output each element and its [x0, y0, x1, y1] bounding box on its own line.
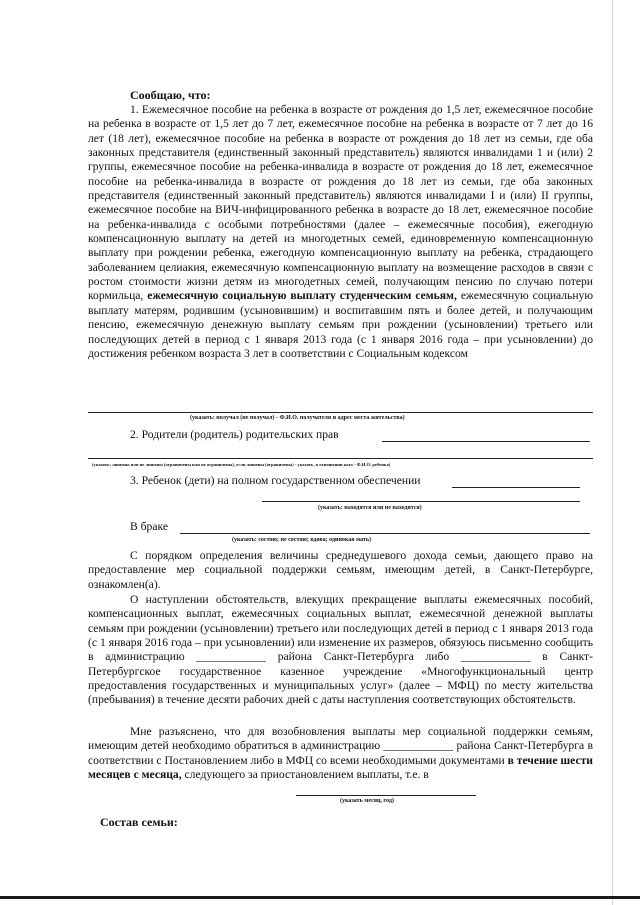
family-heading: Состав семьи: — [100, 815, 178, 829]
item-1-text-bold: ежемесячную социальную выплату студенческим семьям, — [147, 289, 457, 303]
item-1-answer-line — [88, 412, 593, 413]
income-paragraph: С порядком определения величины среднедушевого дохода семьи, дающего право на предоставление мер социальной поддержки семьям, имеющим детей, в Санкт-Петербурге, ознакомлен(а). — [88, 549, 593, 591]
item-3-label: 3. Ребенок (дети) на полном государственном обеспечении — [130, 474, 421, 487]
marriage-hint: (указать: состою; не состою; вдова; одинокая мать) — [232, 537, 372, 543]
item-3-answer-line — [452, 487, 580, 488]
marriage-answer-line — [180, 533, 590, 534]
item-3-second-line — [262, 501, 580, 502]
restore-paragraph — [88, 725, 593, 782]
item-3-hint: (указать: находятся или не находятся) — [318, 505, 422, 511]
section-heading: Сообщаю, что: — [130, 88, 211, 102]
restore-date-line — [296, 795, 476, 796]
restore-text-bold: в течение шести месяцев с месяца, — [88, 753, 593, 782]
item-1-hint: (указать: получал (не получал) - Ф.И.О. получателя и адрес места жительства) — [190, 415, 405, 421]
item-1-text-b: ежемесячную социальную выплату матерям, родившим (усыновившим) и воспитавшим пять и более детей, и получающим пенсию, ежемесячную денежную выплату семьям при рождении (усыновлении) третьего или последующих детей в период с 1 января 2013 года (с 1 января 2016 года – при усыновлении) до достижения ребенком возраста 3 лет в соответствии с Социальным кодексом — [88, 289, 594, 360]
item-2-hint: (указать: лишены или не лишены (ограничены или не ограничены), если лишены (ограничены) - указать, в отношении кого - Ф.И.О. ребенка) — [92, 462, 391, 467]
item-2-label: 2. Родители (родитель) родительских прав — [130, 428, 339, 441]
restore-text-a: Мне разъяснено, что для возобновления выплаты мер социальной поддержки семьям, имеющим детей необходимо обратиться в администрацию ____________ района Санкт-Петербурга в соответствии с Постановлением либо в МФЦ со всеми необходимыми документами — [88, 725, 593, 767]
obligation-paragraph: О наступлении обстоятельств, влекущих прекращение выплаты ежемесячных пособий, компенсационных выплат, ежемесячных социальных выплат, ежемесячной денежной выплаты семьям при рождении (усыновлении) третьего или последующих детей в период с 1 января 2013 года (с 1 января 2016 года – при усыновлении) или изменение их размеров, обязуюсь письменно сообщить в администрацию ____________ района Санкт-Петербурга либо ____________ в Санкт-Петербургское государственное казенное учреждение «Многофункциональный центр предоставления государственных и муниципальных услуг» (далее – МФЦ) по месту жительства (пребывания) в течение десяти рабочих дней с даты наступления соответствующих обстоятельств. — [88, 593, 593, 707]
marriage-label: В браке — [130, 520, 168, 533]
restore-text-b: следующего за приостановлением выплаты, т.е. в — [184, 768, 429, 782]
item-2-second-line — [88, 458, 593, 459]
item-2-answer-line — [382, 441, 590, 442]
item-1-text-a: 1. Ежемесячное пособие на ребенка в возрасте от рождения до 1,5 лет, ежемесячное пособие на ребенка в возрасте от 1,5 лет до 7 лет, ежемесячное пособие на ребенка в возрасте от 7 лет до 16 лет (18 лет), ежемесячное пособие на ребенка в возрасте от рождения до 18 лет из семьи, где оба законных представителя (единственный законный представитель) являются инвалидами 1 и (или) 2 группы, ежемесячное пособие на ребенка-инвалида в возрасте от рождения до 18 лет, ежемесячное пособие на ребенка-инвалида в возрасте от рождения до 18 лет из семьи, где оба законных представителя (единственный законный представитель) являются инвалидами I и (или) II группы, ежемесячное пособие на ВИЧ-инфицированного ребенка в возрасте до 18 лет, ежемесячное пособие на ребенка-инвалида с особыми потребностями (далее – ежемесячные пособия), ежегодную компенсационную выплату на детей из многодетных семей, единовременную компенсационную выплату при рождении ребенка, ежегодную компенсационную выплату на ребенка, страдающего заболеванием целиакия, ежемесячную компенсационную выплату на возмещение расходов в связи с ростом стоимости жизни детям из многодетных семей, получающим пенсию по случаю потери кормильца, — [88, 103, 593, 303]
restore-hint: (указать месяц, год) — [340, 798, 394, 804]
item-1-paragraph — [88, 103, 593, 361]
bottom-rule — [0, 896, 640, 899]
scan-edge — [612, 0, 613, 905]
